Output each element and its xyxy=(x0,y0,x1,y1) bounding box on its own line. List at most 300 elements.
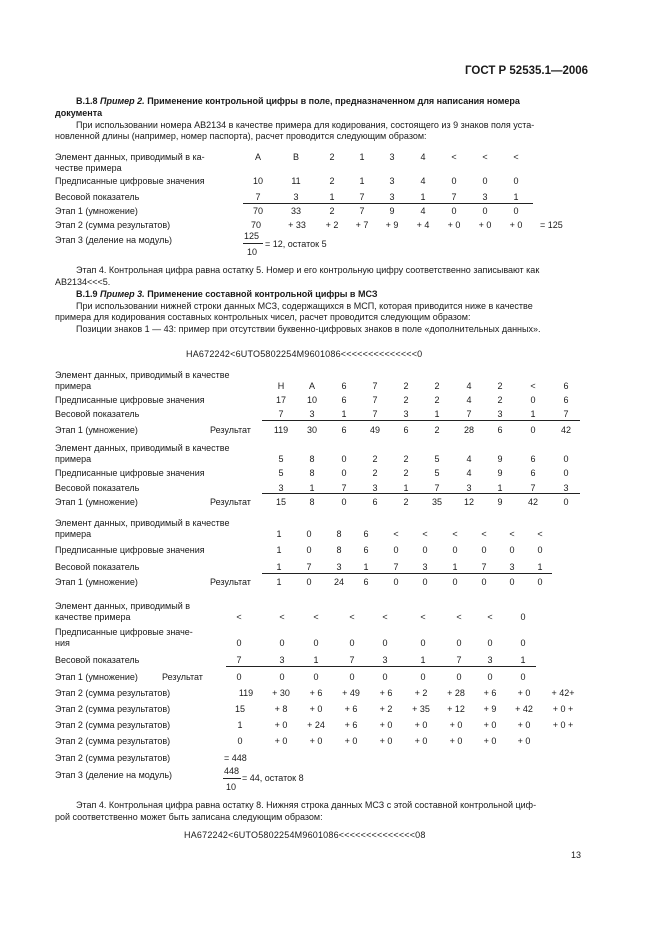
table-rule xyxy=(243,203,533,204)
mult-cell: 0 xyxy=(520,672,526,682)
sum-cell: + 0 xyxy=(517,720,531,730)
sum-cell: + 0 xyxy=(517,736,531,746)
mrz-line: HA672242<6UTO5802254M9601086<<<<<<<<<<<<<<0 xyxy=(186,349,423,359)
mult-cell: 12 xyxy=(463,497,474,507)
fraction-result: = 44, остаток 8 xyxy=(242,773,304,783)
digit-cell: 4 xyxy=(466,468,472,478)
row-label: Предписанные цифровые значения xyxy=(55,545,205,555)
row-label: Элемент данных, приводимый в xyxy=(55,601,191,611)
element-cell: A xyxy=(308,381,315,391)
row-label: Весовой показатель xyxy=(55,192,140,202)
row-label: Этап 1 (умножение) xyxy=(55,577,138,587)
section-heading xyxy=(76,96,520,107)
sum-cell: + 0 xyxy=(449,720,463,730)
sum-cell: + 0 xyxy=(274,736,288,746)
element-cell: < xyxy=(482,152,488,162)
mult-cell: 2 xyxy=(403,497,409,507)
sum-cell: + 42+ xyxy=(551,688,575,698)
sum-cell: + 49 xyxy=(342,688,360,698)
section-title-cont: документа xyxy=(55,108,103,118)
sum-cell: + 6 xyxy=(379,688,393,698)
digit-cell: 1 xyxy=(359,176,365,186)
digit-cell: 0 xyxy=(313,638,319,648)
weight-cell: 7 xyxy=(306,562,312,572)
sum-cell: + 0 xyxy=(483,736,497,746)
element-cell: 2 xyxy=(372,454,378,464)
fraction-numerator: 125 xyxy=(244,231,260,241)
weight-cell: 1 xyxy=(309,483,315,493)
row-label: Этап 3 (деление на модуль) xyxy=(55,235,173,245)
row-label: Весовой показатель xyxy=(55,409,140,419)
row-label: Этап 1 (умножение) xyxy=(55,497,138,507)
row-label: Этап 2 (сумма результатов) xyxy=(55,220,171,230)
sum-cell: + 6 xyxy=(344,704,358,714)
row-label: Элемент данных, приводимый в качестве xyxy=(55,518,230,528)
element-cell: < xyxy=(279,612,285,622)
sum-cell: + 0 xyxy=(509,220,523,230)
row-label: Предписанные цифровые значения xyxy=(55,468,205,478)
sum-cell: + 0 xyxy=(309,704,323,714)
mult-cell: 7 xyxy=(359,206,365,216)
element-cell: 2 xyxy=(403,454,409,464)
stage4-text-cont: АВ2134<<<5. xyxy=(55,277,111,287)
digit-cell: 6 xyxy=(530,468,536,478)
row-label: Этап 2 (сумма результатов) xyxy=(55,720,171,730)
row-label: примера xyxy=(55,454,92,464)
digit-cell: 0 xyxy=(482,176,488,186)
stage4-text: Этап 4. Контрольная цифра равна остатку 8. Нижняя строка данных МСЗ с этой составной контрольной циф- xyxy=(76,800,537,810)
weight-cell: 1 xyxy=(341,409,347,419)
digit-cell: 0 xyxy=(393,545,399,555)
sum-cell: 70 xyxy=(250,220,261,230)
section-number: В.1.8 xyxy=(76,96,98,106)
weight-cell: 3 xyxy=(403,409,409,419)
digit-cell: 7 xyxy=(372,395,378,405)
sum-cell: + 0 xyxy=(379,720,393,730)
weight-cell: 3 xyxy=(372,483,378,493)
sum-cell: + 0 xyxy=(344,736,358,746)
weight-cell: 1 xyxy=(452,562,458,572)
sum-cell: + 2 xyxy=(379,704,393,714)
element-cell: 3 xyxy=(389,152,395,162)
element-cell: < xyxy=(452,529,458,539)
sum-cell: + 0 + xyxy=(552,720,574,730)
row-label: ния xyxy=(55,638,70,648)
digit-cell: 6 xyxy=(341,395,347,405)
mult-cell: 0 xyxy=(382,672,388,682)
weight-cell: 3 xyxy=(422,562,428,572)
mult-cell: 6 xyxy=(403,425,409,435)
mult-cell: 0 xyxy=(452,577,458,587)
fraction-numerator: 448 xyxy=(224,766,240,776)
mult-cell: 6 xyxy=(372,497,378,507)
mult-cell: 9 xyxy=(389,206,395,216)
weight-cell: 1 xyxy=(497,483,503,493)
sum-cell: 15 xyxy=(234,704,245,714)
element-cell: 9 xyxy=(497,454,503,464)
row-label: Элемент данных, приводимый в ка- xyxy=(55,152,205,162)
element-cell: 1 xyxy=(276,529,282,539)
row-label: Этап 1 (умножение) xyxy=(55,425,138,435)
mult-cell: 4 xyxy=(420,206,426,216)
row-label: Весовой показатель xyxy=(55,562,140,572)
digit-cell: 0 xyxy=(451,176,457,186)
mult-cell: 0 xyxy=(482,206,488,216)
weight-cell: 3 xyxy=(482,192,488,202)
element-cell: < xyxy=(530,381,536,391)
sum-cell: + 7 xyxy=(355,220,369,230)
weight-cell: 3 xyxy=(293,192,299,202)
fraction-denominator: 10 xyxy=(226,782,237,792)
mult-cell: 28 xyxy=(463,425,474,435)
mult-cell: 9 xyxy=(497,497,503,507)
digit-cell: 2 xyxy=(434,395,440,405)
weight-cell: 7 xyxy=(451,192,457,202)
mult-cell: 0 xyxy=(481,577,487,587)
weight-cell: 1 xyxy=(420,655,426,665)
element-cell: < xyxy=(481,529,487,539)
row-label: качестве примера xyxy=(55,612,131,622)
digit-cell: 0 xyxy=(487,638,493,648)
element-cell: < xyxy=(456,612,462,622)
element-cell: 5 xyxy=(434,454,440,464)
row-label: Элемент данных, приводимый в качестве xyxy=(55,370,230,380)
paragraph-line: При использовании номера АВ2134 в качестве примера для кодирования, состоящего из 9 знаков поля уста- xyxy=(76,120,535,130)
mult-cell: 49 xyxy=(369,425,380,435)
sum-cell: + 0 xyxy=(483,720,497,730)
digit-cell: 10 xyxy=(306,395,317,405)
digit-cell: 2 xyxy=(372,468,378,478)
weight-cell: 7 xyxy=(393,562,399,572)
weight-cell: 7 xyxy=(341,483,347,493)
sum-cell: + 30 xyxy=(272,688,290,698)
result-label: Результат xyxy=(210,577,251,587)
mult-cell: 6 xyxy=(363,577,369,587)
row-label: Этап 2 (сумма результатов) xyxy=(55,753,171,763)
sum-cell: + 2 xyxy=(414,688,428,698)
row-label: честве примера xyxy=(55,163,122,173)
stage4-text: Этап 4. Контрольная цифра равна остатку 5. Номер и его контрольную цифру соответственно записывают как xyxy=(76,265,540,275)
weight-cell: 7 xyxy=(236,655,242,665)
digit-cell: 6 xyxy=(363,545,369,555)
section-title: Применение контрольной цифры в поле, предназначенном для написания номера xyxy=(147,96,520,106)
sum-cell: + 0 xyxy=(478,220,492,230)
weight-cell: 7 xyxy=(481,562,487,572)
element-cell: < xyxy=(509,529,515,539)
element-cell: 4 xyxy=(466,381,472,391)
sum-cell: 0 xyxy=(237,736,243,746)
row-label: Этап 3 (деление на модуль) xyxy=(55,770,173,780)
table-rule xyxy=(262,573,552,574)
digit-cell: 0 xyxy=(422,545,428,555)
sum-cell: + 12 xyxy=(447,704,465,714)
element-cell: < xyxy=(422,529,428,539)
weight-cell: 7 xyxy=(563,409,569,419)
stage4-text-cont: рой соответственно может быть записана следующим образом: xyxy=(55,812,323,822)
element-cell: < xyxy=(513,152,519,162)
row-label: Весовой показатель xyxy=(55,655,140,665)
element-cell: 6 xyxy=(563,381,569,391)
sum-cell: + 0 xyxy=(414,736,428,746)
digit-cell: 0 xyxy=(420,638,426,648)
mult-cell: 0 xyxy=(513,206,519,216)
digit-cell: 0 xyxy=(509,545,515,555)
weight-cell: 1 xyxy=(420,192,426,202)
row-label: Предписанные цифровые значения xyxy=(55,395,205,405)
weight-cell: 7 xyxy=(434,483,440,493)
element-cell: 6 xyxy=(363,529,369,539)
sum-cell: + 6 xyxy=(483,688,497,698)
sum-total: = 125 xyxy=(540,220,563,230)
row-label: Предписанные цифровые значения xyxy=(55,176,205,186)
mult-cell: 6 xyxy=(341,425,347,435)
digit-cell: 2 xyxy=(403,468,409,478)
section-title: Применение составной контрольной цифры в МСЗ xyxy=(147,289,378,299)
digit-cell: 3 xyxy=(389,176,395,186)
row-label: Этап 2 (сумма результатов) xyxy=(55,736,171,746)
digit-cell: 2 xyxy=(497,395,503,405)
element-cell: < xyxy=(420,612,426,622)
digit-cell: 5 xyxy=(278,468,284,478)
sum-cell: + 0 xyxy=(449,736,463,746)
mult-cell: 0 xyxy=(537,577,543,587)
digit-cell: 0 xyxy=(520,638,526,648)
mult-cell: 35 xyxy=(431,497,442,507)
weight-cell: 7 xyxy=(372,409,378,419)
weight-cell: 7 xyxy=(349,655,355,665)
weight-cell: 1 xyxy=(313,655,319,665)
mult-cell: 119 xyxy=(273,425,289,435)
digit-cell: 0 xyxy=(456,638,462,648)
element-cell: 8 xyxy=(309,454,315,464)
digit-cell: 0 xyxy=(349,638,355,648)
element-cell: < xyxy=(313,612,319,622)
digit-cell: 1 xyxy=(276,545,282,555)
element-cell: A xyxy=(254,152,261,162)
mult-cell: 0 xyxy=(451,206,457,216)
sum-cell: + 0 xyxy=(414,720,428,730)
mult-cell: 33 xyxy=(290,206,301,216)
sum-cell: 119 xyxy=(238,688,254,698)
row-label: Этап 2 (сумма результатов) xyxy=(55,688,171,698)
digit-cell: 0 xyxy=(530,395,536,405)
row-label: Весовой показатель xyxy=(55,483,140,493)
element-cell: < xyxy=(451,152,457,162)
weight-cell: 3 xyxy=(279,655,285,665)
digit-cell: 0 xyxy=(452,545,458,555)
section-number: В.1.9 xyxy=(76,289,98,299)
sum-cell: + 0 xyxy=(309,736,323,746)
weight-cell: 7 xyxy=(278,409,284,419)
weight-cell: 7 xyxy=(359,192,365,202)
mult-cell: 0 xyxy=(306,577,312,587)
element-cell: 4 xyxy=(466,454,472,464)
element-cell: 0 xyxy=(563,454,569,464)
mult-cell: 24 xyxy=(333,577,344,587)
weight-cell: 1 xyxy=(329,192,335,202)
mult-cell: 70 xyxy=(252,206,263,216)
digit-cell: 5 xyxy=(434,468,440,478)
element-cell: 0 xyxy=(520,612,526,622)
result-label: Результат xyxy=(210,497,251,507)
standard-number: ГОСТ Р 52535.1—2006 xyxy=(465,65,589,77)
paragraph-line: Позиции знаков 1 — 43: пример при отсутствии буквенно-цифровых знаков в поле «дополнительных данных». xyxy=(76,324,541,334)
mult-cell: 42 xyxy=(527,497,538,507)
table-rule xyxy=(262,420,580,421)
weight-cell: 1 xyxy=(513,192,519,202)
weight-cell: 7 xyxy=(466,409,472,419)
weight-cell: 1 xyxy=(276,562,282,572)
element-cell: < xyxy=(537,529,543,539)
table-rule xyxy=(226,666,536,667)
element-cell: < xyxy=(487,612,493,622)
digit-cell: 17 xyxy=(275,395,286,405)
sum-cell: + 0 xyxy=(517,688,531,698)
paragraph-line: новленной длины (например, номер паспорта), расчет проводится следующим образом: xyxy=(55,131,427,141)
sum-cell: + 0 + xyxy=(552,704,574,714)
row-label: Этап 1 (умножение) xyxy=(55,206,138,216)
digit-cell: 0 xyxy=(563,468,569,478)
weight-cell: 1 xyxy=(537,562,543,572)
element-cell: < xyxy=(382,612,388,622)
digit-cell: 11 xyxy=(291,176,301,186)
sum-cell: + 8 xyxy=(274,704,288,714)
result-label: Результат xyxy=(210,425,251,435)
mult-cell: 1 xyxy=(276,577,282,587)
digit-cell: 0 xyxy=(279,638,285,648)
sum-cell: + 9 xyxy=(385,220,399,230)
row-label: Предписанные цифровые значе- xyxy=(55,627,193,637)
digit-cell: 8 xyxy=(336,545,342,555)
mult-cell: 0 xyxy=(563,497,569,507)
mult-cell: 0 xyxy=(509,577,515,587)
sum-cell: + 35 xyxy=(412,704,430,714)
weight-cell: 3 xyxy=(336,562,342,572)
mult-cell: 2 xyxy=(434,425,440,435)
mult-cell: 6 xyxy=(497,425,503,435)
weight-cell: 1 xyxy=(530,409,536,419)
mult-cell: 0 xyxy=(456,672,462,682)
mrz-final-line: HA672242<6UTO5802254M9601086<<<<<<<<<<<<<<08 xyxy=(184,830,426,840)
page-number: 13 xyxy=(571,850,582,860)
sum-cell: + 0 xyxy=(379,736,393,746)
element-cell: 5 xyxy=(278,454,284,464)
element-cell: H xyxy=(277,381,285,391)
element-cell: 0 xyxy=(306,529,312,539)
digit-cell: 0 xyxy=(537,545,543,555)
weight-cell: 1 xyxy=(363,562,369,572)
mult-cell: 0 xyxy=(420,672,426,682)
digit-cell: 0 xyxy=(513,176,519,186)
mult-cell: 0 xyxy=(530,425,536,435)
element-cell: 0 xyxy=(341,454,347,464)
mult-cell: 0 xyxy=(422,577,428,587)
sum-cell: + 6 xyxy=(309,688,323,698)
fraction-bar xyxy=(243,243,263,244)
weight-cell: 3 xyxy=(509,562,515,572)
element-cell: 2 xyxy=(497,381,503,391)
weight-cell: 7 xyxy=(255,192,261,202)
weight-cell: 3 xyxy=(563,483,569,493)
sum-total: = 448 xyxy=(224,753,247,763)
sum-cell: + 2 xyxy=(325,220,339,230)
element-cell: B xyxy=(292,152,299,162)
digit-cell: 0 xyxy=(236,638,242,648)
sum-cell: + 6 xyxy=(344,720,358,730)
element-cell: 7 xyxy=(372,381,378,391)
element-cell: 4 xyxy=(420,152,426,162)
digit-cell: 4 xyxy=(420,176,426,186)
weight-cell: 3 xyxy=(497,409,503,419)
mult-cell: 0 xyxy=(393,577,399,587)
weight-cell: 3 xyxy=(466,483,472,493)
example-label: Пример 3. xyxy=(100,289,145,299)
element-cell: 1 xyxy=(359,152,365,162)
mult-cell: 0 xyxy=(341,497,347,507)
digit-cell: 2 xyxy=(403,395,409,405)
sum-cell: + 24 xyxy=(307,720,325,730)
digit-cell: 9 xyxy=(497,468,503,478)
fraction-bar xyxy=(223,778,241,779)
digit-cell: 0 xyxy=(306,545,312,555)
section-heading xyxy=(76,289,377,300)
digit-cell: 2 xyxy=(329,176,335,186)
element-cell: 2 xyxy=(403,381,409,391)
mult-cell: 30 xyxy=(306,425,317,435)
element-cell: 2 xyxy=(329,152,335,162)
mult-cell: 0 xyxy=(349,672,355,682)
sum-cell: + 33 xyxy=(288,220,306,230)
weight-cell: 1 xyxy=(403,483,409,493)
weight-cell: 3 xyxy=(278,483,284,493)
mult-cell: 15 xyxy=(275,497,286,507)
sum-cell: + 0 xyxy=(274,720,288,730)
weight-cell: 7 xyxy=(456,655,462,665)
mult-cell: 8 xyxy=(309,497,315,507)
row-label: Этап 1 (умножение) xyxy=(55,672,138,682)
sum-cell: + 9 xyxy=(483,704,497,714)
weight-cell: 3 xyxy=(382,655,388,665)
element-cell: 2 xyxy=(434,381,440,391)
digit-cell: 0 xyxy=(341,468,347,478)
row-label: Этап 2 (сумма результатов) xyxy=(55,704,171,714)
element-cell: < xyxy=(393,529,399,539)
row-label: примера xyxy=(55,529,92,539)
row-label: Элемент данных, приводимый в качестве xyxy=(55,443,230,453)
sum-cell: + 42 xyxy=(515,704,533,714)
mult-cell: 2 xyxy=(329,206,335,216)
weight-cell: 7 xyxy=(530,483,536,493)
weight-cell: 1 xyxy=(520,655,526,665)
mult-cell: 0 xyxy=(487,672,493,682)
paragraph-line: При использовании нижней строки данных МСЗ, содержащихся в МСП, которая приводится ниже в качестве xyxy=(76,301,533,311)
mult-cell: 0 xyxy=(279,672,285,682)
paragraph-line: примера для кодирования составных контрольных чисел, расчет проводится следующим образом: xyxy=(55,312,471,322)
element-cell: < xyxy=(236,612,242,622)
element-cell: < xyxy=(349,612,355,622)
digit-cell: 10 xyxy=(252,176,263,186)
sum-cell: + 4 xyxy=(416,220,430,230)
digit-cell: 6 xyxy=(563,395,569,405)
row-label: примера xyxy=(55,381,92,391)
mult-cell: 0 xyxy=(236,672,242,682)
digit-cell: 4 xyxy=(466,395,472,405)
example-label: Пример 2. xyxy=(100,96,145,106)
element-cell: 8 xyxy=(336,529,342,539)
weight-cell: 3 xyxy=(309,409,315,419)
element-cell: 6 xyxy=(341,381,347,391)
weight-cell: 3 xyxy=(487,655,493,665)
